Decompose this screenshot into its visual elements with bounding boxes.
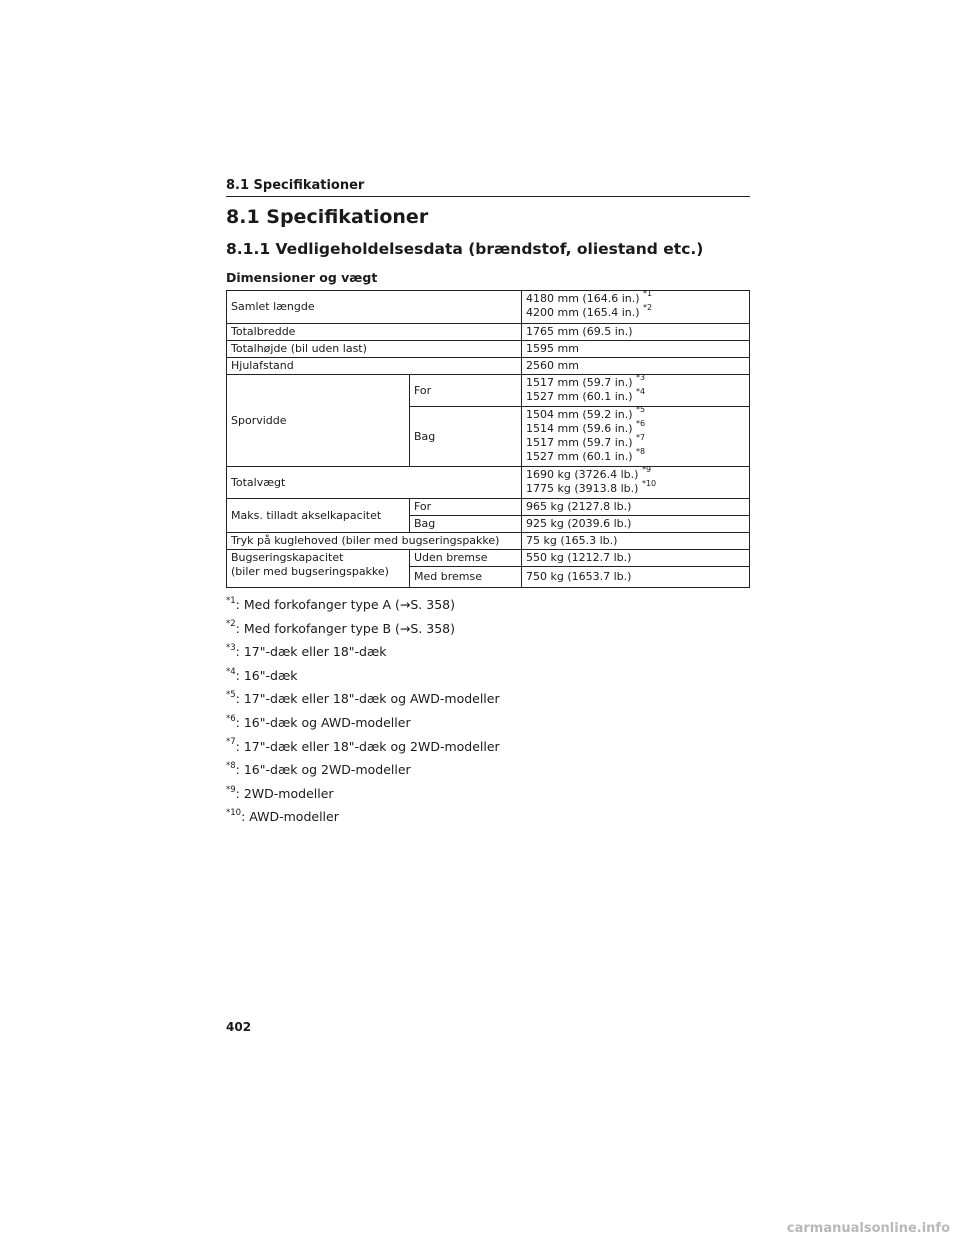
footnote: $^{*6}$: 16"-dæk og AWD-modeller bbox=[226, 713, 411, 730]
footnote: $^{*4}$: 16"-dæk bbox=[226, 666, 298, 683]
table-row bbox=[227, 533, 750, 550]
row-label: Tryk på kuglehoved (biler med bugseringspakke) bbox=[227, 533, 522, 550]
footnote: $^{*3}$: 17"-dæk eller 18"-dæk bbox=[226, 643, 387, 660]
row-value: 2560 mm bbox=[522, 358, 750, 375]
row-value: 550 kg (1212.7 lb.) bbox=[522, 550, 750, 567]
table-caption: Dimensioner og vægt bbox=[226, 270, 378, 285]
footnote-ref: *6 bbox=[636, 419, 646, 429]
row-value: 965 kg (2127.8 lb.) bbox=[522, 499, 750, 516]
row-label: Totalbredde bbox=[227, 324, 522, 341]
footnote-mark: *7 bbox=[226, 737, 236, 748]
watermark: carmanualsonline.info bbox=[786, 1221, 950, 1236]
table-row bbox=[227, 467, 750, 499]
table-row bbox=[227, 324, 750, 341]
footnote: $^{*8}$: 16"-dæk og 2WD-modeller bbox=[226, 761, 411, 778]
footnote: $^{*5}$: 17"-dæk eller 18"-dæk og AWD-modeller bbox=[226, 690, 500, 707]
footnote: $^{*2}$: Med forkofanger type B (→S. 358) bbox=[226, 619, 456, 636]
table-row bbox=[227, 550, 750, 567]
row-value: 1517 mm (59.7 in.) $^{*3}$ 1527 mm (60.1 in.) $^{*4}$ bbox=[522, 375, 750, 407]
table-row bbox=[227, 499, 750, 516]
footnote-ref: *7 bbox=[636, 433, 646, 443]
footnote-mark: *6 bbox=[226, 713, 236, 724]
footnote-mark: *8 bbox=[226, 761, 236, 771]
footnote-ref: *1 bbox=[643, 289, 653, 299]
row-value: 750 kg (1653.7 lb.) bbox=[522, 567, 750, 588]
footnote: $^{*9}$: 2WD-modeller bbox=[226, 784, 334, 801]
table-row bbox=[227, 375, 750, 407]
footnote: $^{*7}$: 17"-dæk eller 18"-dæk og 2WD-modeller bbox=[226, 737, 500, 754]
running-header-label: 8.1 Specifikationer bbox=[226, 178, 365, 193]
row-value: 75 kg (165.3 lb.) bbox=[522, 533, 750, 550]
table-row bbox=[227, 358, 750, 375]
footnote-mark: *2 bbox=[226, 619, 236, 630]
row-label: Totalhøjde (bil uden last) bbox=[227, 341, 522, 358]
sub-label: For bbox=[410, 499, 522, 516]
row-label: Bugseringskapacitet (biler med bugseringspakke) bbox=[227, 550, 410, 588]
row-label: Sporvidde bbox=[227, 375, 410, 467]
row-value: 925 kg (2039.6 lb.) bbox=[522, 516, 750, 533]
footnote-ref: *9 bbox=[641, 465, 652, 475]
footnote-ref: *5 bbox=[636, 405, 646, 415]
row-value: 1595 mm bbox=[522, 341, 750, 358]
row-value: 1504 mm (59.2 in.) $^{*5}$ 1514 mm (59.6 in.) $^{*6}$ 1517 mm (59.7 in.) $^{*7}$ 1527 mm (60.1 in.) $^{*8}$ bbox=[522, 407, 750, 467]
page-title: 8.1 Specifikationer bbox=[226, 206, 429, 228]
dimensions-table bbox=[226, 290, 750, 588]
subsection-title: 8.1.1 Vedligeholdelsesdata (brændstof, oliestand etc.) bbox=[226, 240, 704, 258]
row-value: 1690 kg (3726.4 lb.) $^{*9}$ 1775 kg (3913.8 lb.) $^{*10}$ bbox=[522, 467, 750, 499]
sub-label: Bag bbox=[410, 516, 522, 533]
footnote: $^{*1}$: Med forkofanger type A (→S. 358) bbox=[226, 595, 455, 612]
row-label: Totalvægt bbox=[227, 467, 522, 499]
footnote-ref: *10 bbox=[641, 479, 657, 489]
row-value: 1765 mm (69.5 in.) bbox=[522, 324, 750, 341]
row-value: 4180 mm (164.6 in.) $^{*1}$ 4200 mm (165.4 in.) $^{*2}$ bbox=[522, 291, 750, 324]
sub-label: Uden bremse bbox=[410, 550, 522, 567]
footnote-mark: *9 bbox=[226, 784, 236, 795]
table-row bbox=[227, 291, 750, 324]
sub-label: For bbox=[410, 375, 522, 407]
row-label: Hjulafstand bbox=[227, 358, 522, 375]
footnote: $^{*10}$: AWD-modeller bbox=[226, 808, 339, 825]
footnote-ref: *4 bbox=[636, 387, 646, 397]
table-row bbox=[227, 341, 750, 358]
footnote-mark: *4 bbox=[226, 666, 236, 677]
footnote-ref: *3 bbox=[636, 373, 646, 383]
row-label: Samlet længde bbox=[227, 291, 522, 324]
row-label: Maks. tilladt akselkapacitet bbox=[227, 499, 410, 533]
sub-label: Med bremse bbox=[410, 567, 522, 588]
footnote-mark: *1 bbox=[226, 595, 236, 606]
footnote-ref: *8 bbox=[636, 447, 646, 457]
footnote-mark: *3 bbox=[226, 643, 236, 654]
running-header bbox=[226, 178, 750, 197]
footnote-mark: *10 bbox=[226, 808, 242, 819]
page-number: 402 bbox=[226, 1020, 252, 1034]
footnote-mark: *5 bbox=[226, 690, 236, 701]
footnote-ref: *2 bbox=[643, 303, 653, 313]
footnotes bbox=[226, 596, 750, 832]
sub-label: Bag bbox=[410, 407, 522, 467]
